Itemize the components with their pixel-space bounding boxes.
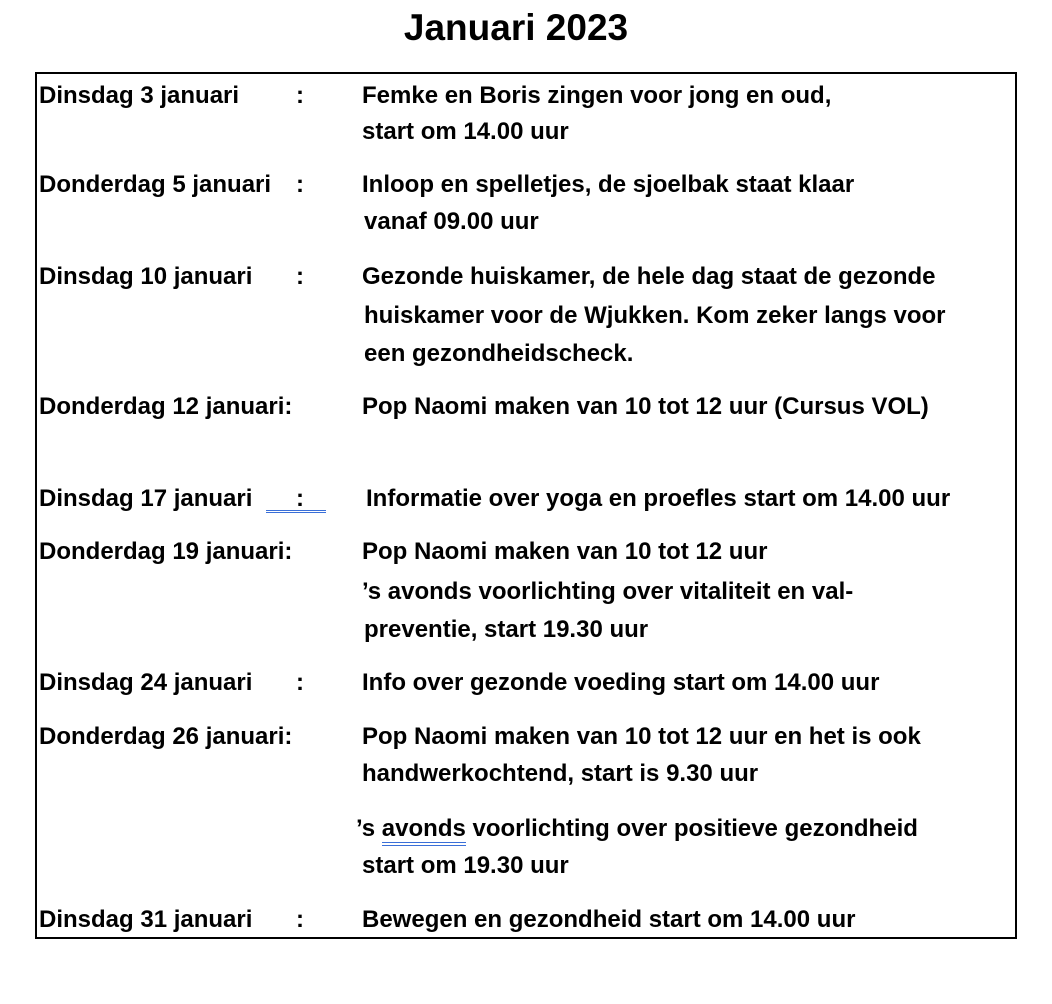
entry-colon: :	[296, 171, 304, 198]
entry-date: Dinsdag 31 januari	[39, 906, 253, 933]
proofing-underlined-word: avonds	[382, 815, 466, 846]
entry-colon: :	[296, 485, 304, 512]
desc-prefix: ’s	[356, 815, 382, 842]
entry-description-line: een gezondheidscheck.	[364, 340, 634, 367]
entry-colon: :	[296, 263, 304, 290]
entry-description-line: Informatie over yoga en proefles start om 14.00 uur	[366, 485, 951, 512]
entry-date: Donderdag 26 januari:	[39, 723, 293, 750]
entry-date: Donderdag 19 januari:	[39, 538, 293, 565]
entry-description-line: vanaf 09.00 uur	[364, 208, 539, 235]
entry-description-line: handwerkochtend, start is 9.30 uur	[362, 760, 759, 787]
entry-description-line: Gezonde huiskamer, de hele dag staat de gezonde	[362, 263, 936, 290]
entry-description-line: Info over gezonde voeding start om 14.00 uur	[362, 669, 880, 696]
entry-date: Dinsdag 3 januari	[39, 82, 240, 109]
entry-description-line: Femke en Boris zingen voor jong en oud,	[362, 82, 832, 109]
entry-description-line: huiskamer voor de Wjukken. Kom zeker langs voor	[364, 302, 946, 329]
proofing-underline	[266, 510, 326, 513]
entry-colon: :	[296, 669, 304, 696]
entry-description-line: start om 19.30 uur	[362, 852, 569, 879]
entry-date: Donderdag 5 januari	[39, 171, 272, 198]
entry-date: Dinsdag 24 januari	[39, 669, 253, 696]
entry-colon: :	[296, 906, 304, 933]
entry-description-line: start om 14.00 uur	[362, 118, 569, 145]
entry-description-line: Pop Naomi maken van 10 tot 12 uur (Cursus VOL)	[362, 393, 929, 420]
desc-suffix: voorlichting over positieve gezondheid	[465, 815, 918, 842]
entry-date: Dinsdag 10 januari	[39, 263, 253, 290]
entry-date: Donderdag 12 januari:	[39, 393, 293, 420]
entry-description-line: Pop Naomi maken van 10 tot 12 uur en het is ook	[362, 723, 921, 750]
page-title: Januari 2023	[403, 7, 629, 48]
entry-description-line	[356, 814, 918, 844]
entry-description-line: Bewegen en gezondheid start om 14.00 uur	[362, 906, 856, 933]
entry-description-line: preventie, start 19.30 uur	[364, 616, 649, 643]
entry-description-line: Pop Naomi maken van 10 tot 12 uur	[362, 538, 768, 565]
entry-colon: :	[296, 82, 304, 109]
entry-date: Dinsdag 17 januari	[39, 485, 253, 512]
entry-description-line: Inloop en spelletjes, de sjoelbak staat klaar	[362, 171, 855, 198]
entry-description-line: ’s avonds voorlichting over vitaliteit en val-	[362, 578, 854, 605]
